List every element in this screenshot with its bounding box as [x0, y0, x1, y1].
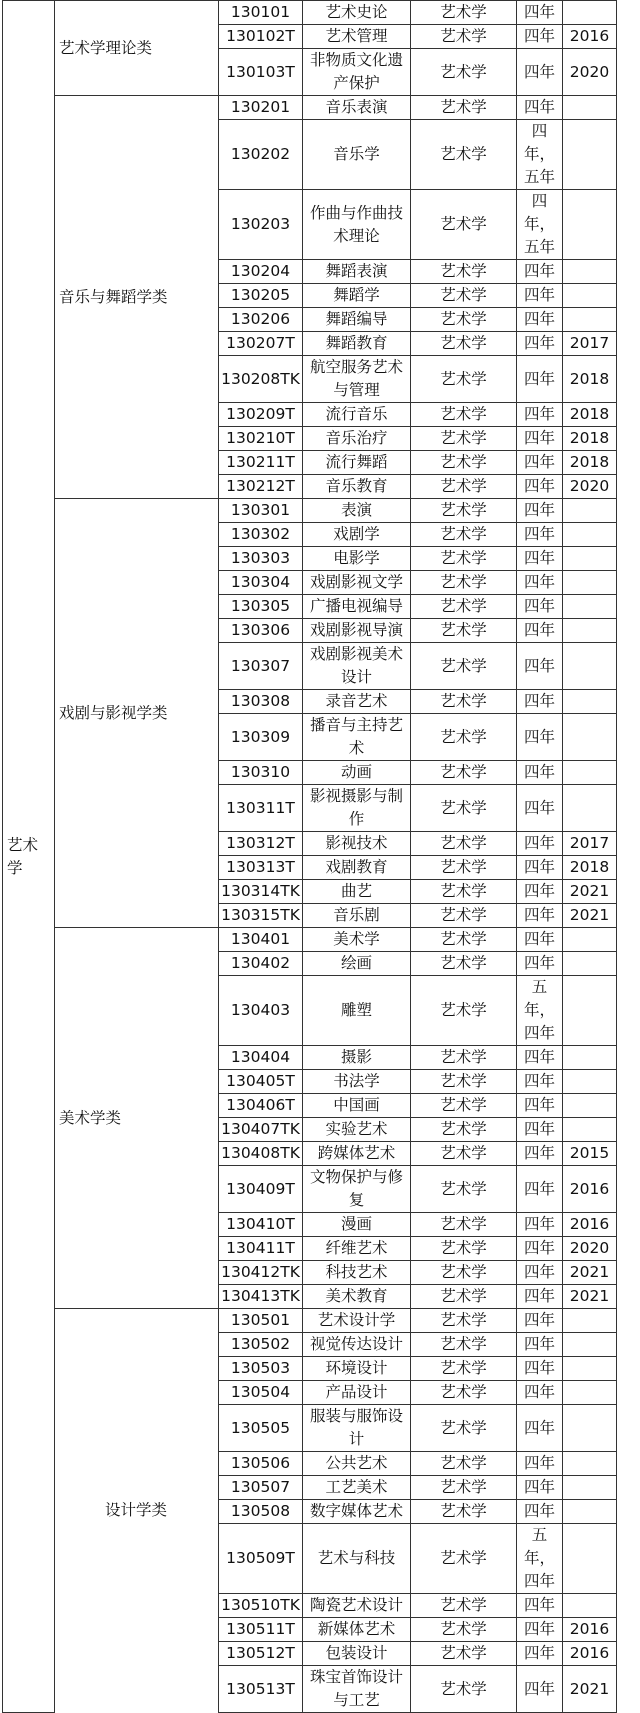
major-name-cell: 陶瓷艺术设计 [303, 1594, 411, 1618]
degree-type-cell: 艺术学 [411, 595, 517, 619]
major-code-cell: 130102T [219, 25, 303, 49]
table-row [3, 1309, 617, 1333]
year-added-cell [563, 523, 617, 547]
study-length-cell: 四年 [517, 1381, 563, 1405]
major-code-cell: 130315TK [219, 904, 303, 928]
year-added-cell: 2021 [563, 1261, 617, 1285]
major-name-cell: 非物质文化遗产保护 [303, 49, 411, 96]
major-name-cell: 表演 [303, 499, 411, 523]
major-code-cell: 130303 [219, 547, 303, 571]
major-name-cell: 舞蹈教育 [303, 332, 411, 356]
year-added-cell [563, 1405, 617, 1452]
year-added-cell: 2016 [563, 1166, 617, 1213]
major-name-cell: 美术学 [303, 928, 411, 952]
major-name-cell: 美术教育 [303, 1285, 411, 1309]
study-length-cell: 四年 [517, 1166, 563, 1213]
degree-type-cell: 艺术学 [411, 1357, 517, 1381]
study-length-cell: 四年 [517, 1500, 563, 1524]
degree-type-cell: 艺术学 [411, 619, 517, 643]
year-added-cell [563, 120, 617, 190]
major-name-cell: 影视技术 [303, 832, 411, 856]
degree-type-cell: 艺术学 [411, 714, 517, 761]
major-code-cell: 130206 [219, 308, 303, 332]
year-added-cell: 2018 [563, 451, 617, 475]
major-name-cell: 电影学 [303, 547, 411, 571]
study-length-cell: 四年 [517, 714, 563, 761]
year-added-cell: 2021 [563, 1666, 617, 1713]
degree-type-cell: 艺术学 [411, 96, 517, 120]
study-length-cell: 四年 [517, 427, 563, 451]
study-length-cell: 四年 [517, 25, 563, 49]
degree-type-cell: 艺术学 [411, 284, 517, 308]
degree-type-cell: 艺术学 [411, 690, 517, 714]
study-length-cell: 五年，四年 [517, 976, 563, 1046]
study-length-cell: 四年，五年 [517, 120, 563, 190]
major-code-cell: 130310 [219, 761, 303, 785]
study-length-cell: 四年 [517, 1618, 563, 1642]
year-added-cell [563, 1357, 617, 1381]
degree-type-cell: 艺术学 [411, 1094, 517, 1118]
major-name-cell: 珠宝首饰设计与工艺 [303, 1666, 411, 1713]
study-length-cell: 四年 [517, 1046, 563, 1070]
year-added-cell [563, 1118, 617, 1142]
major-code-cell: 130202 [219, 120, 303, 190]
major-name-cell: 舞蹈学 [303, 284, 411, 308]
year-added-cell: 2016 [563, 1642, 617, 1666]
study-length-cell: 四年 [517, 1309, 563, 1333]
study-length-cell: 四年 [517, 1642, 563, 1666]
major-code-cell: 130410T [219, 1213, 303, 1237]
study-length-cell: 四年 [517, 856, 563, 880]
degree-type-cell: 艺术学 [411, 1261, 517, 1285]
year-added-cell [563, 571, 617, 595]
major-name-cell: 流行音乐 [303, 403, 411, 427]
study-length-cell: 四年 [517, 928, 563, 952]
major-name-cell: 播音与主持艺术 [303, 714, 411, 761]
major-name-cell: 音乐学 [303, 120, 411, 190]
year-added-cell [563, 1333, 617, 1357]
major-code-cell: 130506 [219, 1452, 303, 1476]
major-name-cell: 绘画 [303, 952, 411, 976]
major-name-cell: 戏剧影视美术设计 [303, 643, 411, 690]
major-code-cell: 130507 [219, 1476, 303, 1500]
major-code-cell: 130411T [219, 1237, 303, 1261]
major-name-cell: 新媒体艺术 [303, 1618, 411, 1642]
major-name-cell: 艺术设计学 [303, 1309, 411, 1333]
year-added-cell [563, 690, 617, 714]
major-code-cell: 130209T [219, 403, 303, 427]
year-added-cell: 2018 [563, 356, 617, 403]
major-code-cell: 130101 [219, 1, 303, 25]
category-cell: 设计学类 [55, 1309, 219, 1713]
degree-type-cell: 艺术学 [411, 904, 517, 928]
major-code-cell: 130404 [219, 1046, 303, 1070]
degree-type-cell: 艺术学 [411, 1070, 517, 1094]
major-name-cell: 服装与服饰设计 [303, 1405, 411, 1452]
study-length-cell: 四年 [517, 690, 563, 714]
study-length-cell: 四年 [517, 96, 563, 120]
major-name-cell: 文物保护与修复 [303, 1166, 411, 1213]
degree-type-cell: 艺术学 [411, 260, 517, 284]
major-code-cell: 130412TK [219, 1261, 303, 1285]
major-name-cell: 艺术与科技 [303, 1524, 411, 1594]
degree-type-cell: 艺术学 [411, 190, 517, 260]
degree-type-cell: 艺术学 [411, 785, 517, 832]
year-added-cell [563, 1452, 617, 1476]
study-length-cell: 四年 [517, 904, 563, 928]
study-length-cell: 四年 [517, 451, 563, 475]
study-length-cell: 四年 [517, 1237, 563, 1261]
major-code-cell: 130502 [219, 1333, 303, 1357]
degree-type-cell: 艺术学 [411, 1524, 517, 1594]
major-code-cell: 130505 [219, 1405, 303, 1452]
study-length-cell: 四年 [517, 1405, 563, 1452]
degree-type-cell: 艺术学 [411, 25, 517, 49]
major-code-cell: 130504 [219, 1381, 303, 1405]
degree-type-cell: 艺术学 [411, 1333, 517, 1357]
category-cell: 美术学类 [55, 928, 219, 1309]
year-added-cell: 2015 [563, 1142, 617, 1166]
major-code-cell: 130313T [219, 856, 303, 880]
year-added-cell: 2020 [563, 475, 617, 499]
table-row [3, 96, 617, 120]
major-name-cell: 艺术史论 [303, 1, 411, 25]
major-code-cell: 130201 [219, 96, 303, 120]
degree-type-cell: 艺术学 [411, 451, 517, 475]
year-added-cell: 2016 [563, 1213, 617, 1237]
degree-type-cell: 艺术学 [411, 1, 517, 25]
category-cell: 音乐与舞蹈学类 [55, 96, 219, 499]
degree-type-cell: 艺术学 [411, 571, 517, 595]
major-name-cell: 流行舞蹈 [303, 451, 411, 475]
major-name-cell: 动画 [303, 761, 411, 785]
degree-type-cell: 艺术学 [411, 499, 517, 523]
majors-table-body [3, 1, 617, 1713]
major-code-cell: 130308 [219, 690, 303, 714]
study-length-cell: 四年 [517, 356, 563, 403]
major-name-cell: 数字媒体艺术 [303, 1500, 411, 1524]
major-code-cell: 130403 [219, 976, 303, 1046]
degree-type-cell: 艺术学 [411, 1213, 517, 1237]
major-code-cell: 130406T [219, 1094, 303, 1118]
study-length-cell: 四年 [517, 1594, 563, 1618]
degree-type-cell: 艺术学 [411, 332, 517, 356]
study-length-cell: 四年 [517, 595, 563, 619]
major-name-cell: 艺术管理 [303, 25, 411, 49]
major-name-cell: 科技艺术 [303, 1261, 411, 1285]
year-added-cell [563, 308, 617, 332]
year-added-cell: 2017 [563, 332, 617, 356]
table-row [3, 1, 617, 25]
study-length-cell: 四年 [517, 547, 563, 571]
major-name-cell: 舞蹈编导 [303, 308, 411, 332]
year-added-cell [563, 1594, 617, 1618]
study-length-cell: 四年 [517, 499, 563, 523]
degree-type-cell: 艺术学 [411, 120, 517, 190]
degree-type-cell: 艺术学 [411, 547, 517, 571]
major-name-cell: 视觉传达设计 [303, 1333, 411, 1357]
major-code-cell: 130205 [219, 284, 303, 308]
year-added-cell: 2021 [563, 1285, 617, 1309]
study-length-cell: 四年 [517, 403, 563, 427]
major-code-cell: 130211T [219, 451, 303, 475]
major-name-cell: 戏剧影视导演 [303, 619, 411, 643]
degree-type-cell: 艺术学 [411, 761, 517, 785]
year-added-cell [563, 96, 617, 120]
study-length-cell: 四年 [517, 260, 563, 284]
major-code-cell: 130212T [219, 475, 303, 499]
degree-type-cell: 艺术学 [411, 1594, 517, 1618]
study-length-cell: 四年 [517, 643, 563, 690]
degree-type-cell: 艺术学 [411, 1285, 517, 1309]
study-length-cell: 四年 [517, 308, 563, 332]
study-length-cell: 四年 [517, 1452, 563, 1476]
degree-type-cell: 艺术学 [411, 643, 517, 690]
study-length-cell: 四年 [517, 332, 563, 356]
degree-type-cell: 艺术学 [411, 1666, 517, 1713]
major-code-cell: 130312T [219, 832, 303, 856]
degree-type-cell: 艺术学 [411, 475, 517, 499]
year-added-cell: 2020 [563, 1237, 617, 1261]
major-name-cell: 舞蹈表演 [303, 260, 411, 284]
study-length-cell: 四年 [517, 523, 563, 547]
study-length-cell: 四年 [517, 785, 563, 832]
year-added-cell [563, 1, 617, 25]
major-code-cell: 130513T [219, 1666, 303, 1713]
year-added-cell [563, 547, 617, 571]
major-name-cell: 摄影 [303, 1046, 411, 1070]
major-name-cell: 戏剧教育 [303, 856, 411, 880]
study-length-cell: 四年 [517, 49, 563, 96]
study-length-cell: 四年，五年 [517, 190, 563, 260]
major-code-cell: 130407TK [219, 1118, 303, 1142]
degree-type-cell: 艺术学 [411, 928, 517, 952]
table-row [3, 928, 617, 952]
study-length-cell: 四年 [517, 880, 563, 904]
major-code-cell: 130510TK [219, 1594, 303, 1618]
major-code-cell: 130401 [219, 928, 303, 952]
major-name-cell: 录音艺术 [303, 690, 411, 714]
degree-type-cell: 艺术学 [411, 1046, 517, 1070]
major-name-cell: 工艺美术 [303, 1476, 411, 1500]
major-name-cell: 广播电视编导 [303, 595, 411, 619]
major-code-cell: 130511T [219, 1618, 303, 1642]
degree-type-cell: 艺术学 [411, 427, 517, 451]
year-added-cell [563, 1046, 617, 1070]
year-added-cell [563, 1476, 617, 1500]
year-added-cell: 2018 [563, 403, 617, 427]
study-length-cell: 四年 [517, 761, 563, 785]
major-code-cell: 130508 [219, 1500, 303, 1524]
year-added-cell: 2020 [563, 49, 617, 96]
year-added-cell: 2016 [563, 25, 617, 49]
year-added-cell [563, 928, 617, 952]
degree-type-cell: 艺术学 [411, 976, 517, 1046]
year-added-cell [563, 643, 617, 690]
major-code-cell: 130307 [219, 643, 303, 690]
degree-type-cell: 艺术学 [411, 49, 517, 96]
major-code-cell: 130302 [219, 523, 303, 547]
degree-type-cell: 艺术学 [411, 1166, 517, 1213]
degree-type-cell: 艺术学 [411, 880, 517, 904]
degree-type-cell: 艺术学 [411, 952, 517, 976]
degree-type-cell: 艺术学 [411, 1237, 517, 1261]
degree-type-cell: 艺术学 [411, 523, 517, 547]
study-length-cell: 四年 [517, 1333, 563, 1357]
year-added-cell [563, 952, 617, 976]
major-name-cell: 音乐教育 [303, 475, 411, 499]
discipline-cell: 艺术学 [3, 1, 55, 1713]
degree-type-cell: 艺术学 [411, 1500, 517, 1524]
major-name-cell: 戏剧影视文学 [303, 571, 411, 595]
study-length-cell: 五年，四年 [517, 1524, 563, 1594]
degree-type-cell: 艺术学 [411, 1118, 517, 1142]
study-length-cell: 四年 [517, 1285, 563, 1309]
major-code-cell: 130402 [219, 952, 303, 976]
study-length-cell: 四年 [517, 284, 563, 308]
year-added-cell [563, 190, 617, 260]
major-name-cell: 雕塑 [303, 976, 411, 1046]
major-code-cell: 130207T [219, 332, 303, 356]
major-name-cell: 跨媒体艺术 [303, 1142, 411, 1166]
degree-type-cell: 艺术学 [411, 856, 517, 880]
degree-type-cell: 艺术学 [411, 403, 517, 427]
year-added-cell: 2018 [563, 856, 617, 880]
study-length-cell: 四年 [517, 1357, 563, 1381]
year-added-cell [563, 1500, 617, 1524]
study-length-cell: 四年 [517, 1666, 563, 1713]
major-code-cell: 130311T [219, 785, 303, 832]
major-code-cell: 130304 [219, 571, 303, 595]
study-length-cell: 四年 [517, 1261, 563, 1285]
major-code-cell: 130210T [219, 427, 303, 451]
major-code-cell: 130305 [219, 595, 303, 619]
major-code-cell: 130306 [219, 619, 303, 643]
degree-type-cell: 艺术学 [411, 1142, 517, 1166]
major-code-cell: 130208TK [219, 356, 303, 403]
major-name-cell: 音乐表演 [303, 96, 411, 120]
degree-type-cell: 艺术学 [411, 356, 517, 403]
major-code-cell: 130103T [219, 49, 303, 96]
study-length-cell: 四年 [517, 1070, 563, 1094]
category-cell: 戏剧与影视学类 [55, 499, 219, 928]
year-added-cell [563, 1309, 617, 1333]
study-length-cell: 四年 [517, 1142, 563, 1166]
major-code-cell: 130409T [219, 1166, 303, 1213]
degree-type-cell: 艺术学 [411, 1452, 517, 1476]
year-added-cell: 2021 [563, 904, 617, 928]
year-added-cell [563, 976, 617, 1046]
degree-type-cell: 艺术学 [411, 1642, 517, 1666]
major-name-cell: 戏剧学 [303, 523, 411, 547]
study-length-cell: 四年 [517, 1094, 563, 1118]
major-code-cell: 130408TK [219, 1142, 303, 1166]
year-added-cell: 2016 [563, 1618, 617, 1642]
degree-type-cell: 艺术学 [411, 1381, 517, 1405]
study-length-cell: 四年 [517, 1213, 563, 1237]
year-added-cell [563, 1094, 617, 1118]
year-added-cell [563, 714, 617, 761]
major-name-cell: 实验艺术 [303, 1118, 411, 1142]
degree-type-cell: 艺术学 [411, 1405, 517, 1452]
major-code-cell: 130501 [219, 1309, 303, 1333]
major-name-cell: 纤维艺术 [303, 1237, 411, 1261]
study-length-cell: 四年 [517, 475, 563, 499]
major-code-cell: 130301 [219, 499, 303, 523]
major-code-cell: 130503 [219, 1357, 303, 1381]
study-length-cell: 四年 [517, 1, 563, 25]
degree-type-cell: 艺术学 [411, 832, 517, 856]
major-code-cell: 130204 [219, 260, 303, 284]
degree-type-cell: 艺术学 [411, 1476, 517, 1500]
major-name-cell: 漫画 [303, 1213, 411, 1237]
major-code-cell: 130309 [219, 714, 303, 761]
year-added-cell [563, 595, 617, 619]
major-name-cell: 影视摄影与制作 [303, 785, 411, 832]
major-code-cell: 130405T [219, 1070, 303, 1094]
major-code-cell: 130512T [219, 1642, 303, 1666]
category-cell: 艺术学理论类 [55, 1, 219, 96]
major-name-cell: 航空服务艺术与管理 [303, 356, 411, 403]
year-added-cell: 2018 [563, 427, 617, 451]
year-added-cell: 2021 [563, 880, 617, 904]
degree-type-cell: 艺术学 [411, 1309, 517, 1333]
year-added-cell: 2017 [563, 832, 617, 856]
year-added-cell [563, 1381, 617, 1405]
year-added-cell [563, 761, 617, 785]
year-added-cell [563, 1524, 617, 1594]
major-name-cell: 音乐剧 [303, 904, 411, 928]
major-code-cell: 130509T [219, 1524, 303, 1594]
study-length-cell: 四年 [517, 952, 563, 976]
year-added-cell [563, 284, 617, 308]
major-code-cell: 130314TK [219, 880, 303, 904]
major-name-cell: 中国画 [303, 1094, 411, 1118]
year-added-cell [563, 1070, 617, 1094]
major-name-cell: 书法学 [303, 1070, 411, 1094]
study-length-cell: 四年 [517, 1118, 563, 1142]
major-name-cell: 公共艺术 [303, 1452, 411, 1476]
major-code-cell: 130203 [219, 190, 303, 260]
year-added-cell [563, 785, 617, 832]
major-code-cell: 130413TK [219, 1285, 303, 1309]
major-name-cell: 曲艺 [303, 880, 411, 904]
major-name-cell: 包装设计 [303, 1642, 411, 1666]
majors-table [2, 0, 617, 1713]
study-length-cell: 四年 [517, 619, 563, 643]
major-name-cell: 产品设计 [303, 1381, 411, 1405]
year-added-cell [563, 619, 617, 643]
year-added-cell [563, 499, 617, 523]
study-length-cell: 四年 [517, 832, 563, 856]
degree-type-cell: 艺术学 [411, 1618, 517, 1642]
major-name-cell: 音乐治疗 [303, 427, 411, 451]
degree-type-cell: 艺术学 [411, 308, 517, 332]
major-name-cell: 环境设计 [303, 1357, 411, 1381]
study-length-cell: 四年 [517, 1476, 563, 1500]
study-length-cell: 四年 [517, 571, 563, 595]
major-name-cell: 作曲与作曲技术理论 [303, 190, 411, 260]
table-row [3, 499, 617, 523]
year-added-cell [563, 260, 617, 284]
